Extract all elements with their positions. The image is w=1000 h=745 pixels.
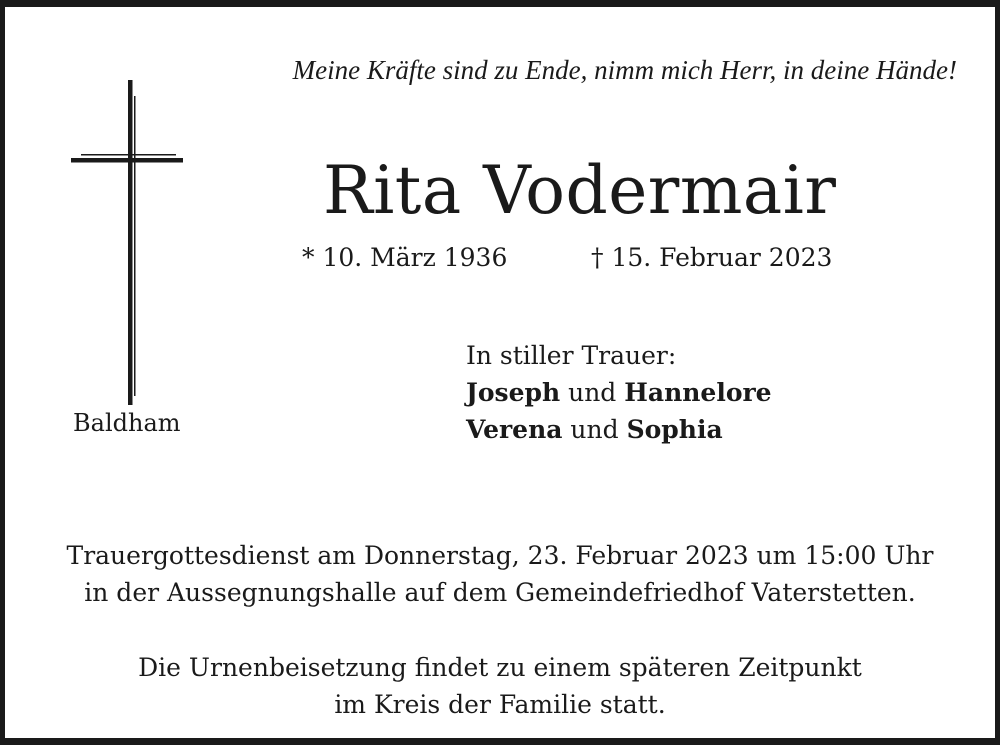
mourners-line — [466, 411, 772, 448]
burial-line: im Kreis der Familie statt. — [334, 690, 666, 719]
cross-icon — [71, 80, 183, 405]
mourner-name: Hannelore — [624, 378, 772, 407]
place: Baldham — [73, 409, 181, 437]
deceased-name: Rita Vodermair — [323, 152, 837, 229]
service-info — [5, 537, 995, 611]
motto: Meine Kräfte sind zu Ende, nimm mich Herr, in deine Hände! — [292, 55, 957, 85]
death-date: † 15. Februar 2023 — [591, 243, 833, 272]
burial-line: Die Urnenbeisetzung findet zu einem späteren Zeitpunkt — [138, 653, 862, 682]
joiner: und — [560, 378, 625, 407]
service-line: Trauergottesdienst am Donnerstag, 23. Februar 2023 um 15:00 Uhr — [66, 541, 934, 570]
mourners-block — [466, 337, 772, 448]
joiner: und — [562, 415, 627, 444]
mourner-name: Sophia — [626, 415, 723, 444]
mourners-intro: In stiller Trauer: — [466, 341, 677, 370]
burial-info — [5, 649, 995, 723]
mourners-line — [466, 374, 772, 411]
birth-date: * 10. März 1936 — [302, 243, 508, 272]
mourner-name: Joseph — [466, 378, 561, 407]
service-line: in der Aussegnungshalle auf dem Gemeindefriedhof Vaterstetten. — [84, 578, 916, 607]
mourner-name: Verena — [466, 415, 563, 444]
death-notice — [5, 7, 995, 738]
